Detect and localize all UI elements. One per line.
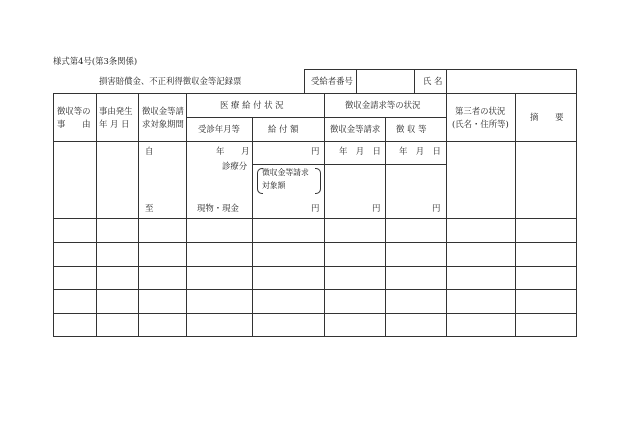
name-label: 氏 名 bbox=[423, 76, 443, 86]
close-paren-shape bbox=[315, 168, 321, 194]
header-third-party-line1: 第三者の状況 bbox=[455, 106, 506, 116]
row-line-5 bbox=[53, 313, 576, 314]
form-number: 様式第4号(第3条関係) bbox=[53, 56, 138, 66]
from-label: 自 bbox=[145, 146, 154, 156]
row-line-1 bbox=[53, 218, 576, 219]
row-line-2 bbox=[53, 242, 576, 243]
col-line-5 bbox=[324, 93, 325, 337]
target-amount-line1: 徴収金等請求 bbox=[262, 168, 309, 177]
benefit-yen-top: 円 bbox=[311, 146, 320, 156]
header-visit-month: 受診年月等 bbox=[198, 124, 240, 134]
in-kind-cash-label: 現物・現金 bbox=[197, 203, 239, 213]
treatment-portion-label: 診療分 bbox=[222, 161, 248, 171]
table-subheader-line bbox=[186, 117, 446, 118]
table-border-left bbox=[53, 93, 54, 337]
collection-date-label: 年 月 日 bbox=[399, 146, 441, 156]
header-period-line1: 徴収金等請 bbox=[142, 106, 184, 116]
header-period-line2: 求対象期間 bbox=[142, 119, 184, 129]
col-line-2 bbox=[138, 93, 139, 337]
header-collection-status: 徴収金請求等の状況 bbox=[345, 100, 421, 110]
title-box-left bbox=[304, 69, 305, 94]
table-inner-line bbox=[252, 164, 446, 165]
row-line-4 bbox=[53, 289, 576, 290]
request-date-label: 年 月 日 bbox=[339, 146, 381, 156]
header-summary: 摘 要 bbox=[530, 112, 564, 122]
row-line-3 bbox=[53, 266, 576, 267]
table-border-top bbox=[53, 93, 576, 94]
year-month-label: 年 月 bbox=[216, 146, 250, 156]
table-border-right bbox=[576, 69, 577, 337]
col-line-4 bbox=[252, 117, 253, 337]
header-reason-line2: 事 由 bbox=[57, 119, 91, 129]
col-line-7 bbox=[446, 69, 447, 337]
col-line-3 bbox=[186, 93, 187, 337]
table-header-bottom bbox=[53, 141, 576, 142]
table-border-bottom bbox=[53, 336, 576, 337]
header-benefit-amount: 給 付 額 bbox=[268, 124, 299, 134]
header-occurrence-line2: 年 月 日 bbox=[99, 119, 130, 129]
header-collection-request: 徴収金等請求 bbox=[330, 124, 381, 134]
collection-yen: 円 bbox=[432, 203, 441, 213]
header-reason-line1: 徴収等の bbox=[57, 106, 91, 116]
header-medical-benefits: 医 療 給 付 状 況 bbox=[220, 100, 284, 110]
to-label: 至 bbox=[145, 203, 154, 213]
table-border-top-right bbox=[304, 69, 576, 70]
recipient-number-value-right bbox=[414, 69, 415, 94]
header-collection: 徴 収 等 bbox=[396, 124, 427, 134]
col-line-6 bbox=[385, 117, 386, 337]
record-title: 損害賠償金、不正利得徴収金等記録票 bbox=[99, 76, 242, 86]
request-yen: 円 bbox=[372, 203, 381, 213]
recipient-number-label-right bbox=[356, 69, 357, 94]
col-line-8 bbox=[515, 93, 516, 337]
benefit-yen-bottom: 円 bbox=[311, 203, 320, 213]
header-occurrence-line1: 事由発生 bbox=[99, 106, 133, 116]
recipient-number-label: 受給者番号 bbox=[311, 76, 353, 86]
target-amount-line2: 対象額 bbox=[262, 181, 286, 190]
header-third-party-line2: (氏名・住所等) bbox=[452, 119, 509, 129]
col-line-1 bbox=[96, 93, 97, 337]
